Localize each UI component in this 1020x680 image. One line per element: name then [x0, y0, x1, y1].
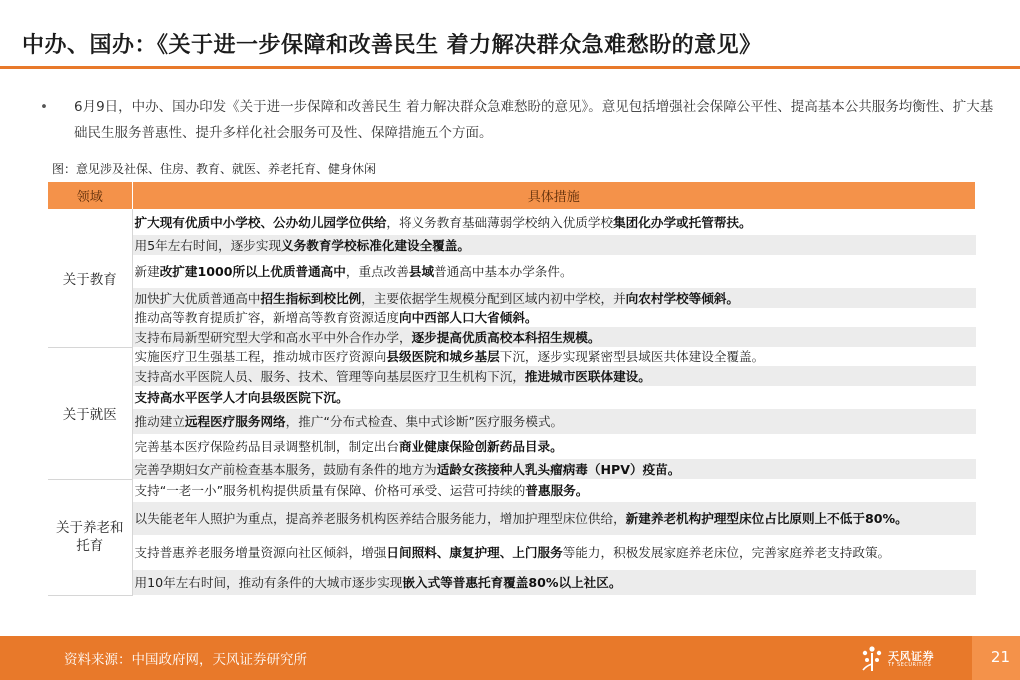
measure-cell — [132, 409, 976, 434]
emphasis-text: 逐步提高优质高校本科招生规模。 — [411, 329, 601, 345]
figure-caption: 图：意见涉及社保、住房、教育、就医、养老托育、健身休闲 — [52, 162, 377, 176]
plain-text: 用10年左右时间，推动有条件的大城市逐步实现 — [134, 575, 403, 590]
plain-text: 用5年左右时间，逐步实现 — [134, 237, 282, 253]
plain-text: 以失能老年人照护为重点，提高养老服务机构医养结合服务能力，增加护理型床位供给， — [134, 511, 626, 526]
table-row — [48, 366, 976, 386]
footer-source: 资料来源：中国政府网，天风证券研究所 — [64, 652, 307, 668]
table-row — [48, 434, 976, 459]
table-row — [48, 327, 976, 347]
plain-text: 支持布局新型研究型大学和高水平中外合作办学， — [134, 329, 412, 345]
measure-cell — [132, 535, 976, 570]
emphasis-text: 普惠服务。 — [525, 483, 589, 498]
page-number: 21 — [990, 648, 1010, 666]
plain-text: 等能力，积极发展家庭养老床位，完善家庭养老支持政策。 — [562, 545, 891, 560]
measure-cell — [132, 288, 976, 308]
plain-text: 完善孕期妇女产前检查基本服务，鼓励有条件的地方为 — [134, 461, 437, 477]
emphasis-text: 新建养老机构护理型床位占比原则上不低于80%。 — [625, 511, 908, 526]
emphasis-text: 县域 — [408, 264, 435, 279]
logo-chinese-name: 天风证券 — [888, 650, 934, 663]
measure-cell — [132, 327, 976, 347]
table-body — [48, 209, 976, 595]
header-measures: 具体措施 — [132, 182, 976, 209]
plain-text: 新建 — [134, 264, 160, 279]
table-row — [48, 409, 976, 434]
table-row — [48, 347, 976, 366]
header-area: 领域 — [48, 182, 132, 209]
table-row — [48, 235, 976, 255]
table-header-row — [48, 182, 976, 209]
measures-table — [48, 182, 976, 596]
measure-cell — [132, 502, 976, 535]
tianfeng-flower-logo-icon — [860, 644, 884, 672]
emphasis-text: 适龄女孩接种人乳头瘤病毒（HPV）疫苗。 — [436, 461, 681, 477]
plain-text: 支持普惠养老服务增量资源向社区倾斜，增强 — [134, 545, 387, 560]
emphasis-text: 县级医院和城乡基层 — [386, 349, 500, 364]
measure-cell — [132, 570, 976, 595]
table-row — [48, 209, 976, 235]
measure-cell — [132, 459, 976, 479]
emphasis-text: 招生指标到校比例 — [260, 290, 362, 306]
page-title: 中办、国办：《关于进一步保障和改善民生 着力解决群众急难愁盼的意见》 — [22, 33, 762, 58]
plain-text: 支持“一老一小”服务机构提供质量有保障、价格可承受、运营可持续的 — [134, 483, 526, 498]
table-row — [48, 386, 976, 409]
measure-cell — [132, 235, 976, 255]
logo-english-name: TF SECURITIES — [888, 662, 932, 668]
footer-bar — [0, 636, 1020, 680]
plain-text: 下沉，逐步实现紧密型县域医共体建设全覆盖。 — [499, 349, 765, 364]
plain-text: 完善基本医疗保险药品目录调整机制，制定出台 — [134, 439, 399, 454]
table-row — [48, 255, 976, 288]
table-row — [48, 570, 976, 595]
table-row — [48, 459, 976, 479]
table-row — [48, 502, 976, 535]
plain-text: ，推广“分布式检查、集中式诊断”医疗服务模式。 — [285, 414, 564, 429]
plain-text: 加快扩大优质普通高中 — [134, 290, 261, 306]
table-row — [48, 308, 976, 327]
measure-cell — [132, 479, 976, 502]
emphasis-text: 商业健康保险创新药品目录。 — [398, 439, 563, 454]
measure-cell — [132, 308, 976, 327]
emphasis-text: 集团化办学或托管帮扶。 — [613, 214, 752, 230]
company-logo — [860, 644, 960, 674]
area-cell: 关于养老和托育 — [48, 479, 132, 595]
emphasis-text: 支持高水平医学人才向县级医院下沉。 — [134, 390, 349, 405]
emphasis-text: 远程医疗服务网络 — [184, 414, 286, 429]
plain-text: 推动建立 — [134, 414, 185, 429]
measure-cell — [132, 386, 976, 409]
emphasis-text: 向中西部人口大省倾斜。 — [398, 310, 538, 325]
title-divider — [0, 66, 1020, 69]
plain-text: 实施医疗卫生强基工程，推动城市医疗资源向 — [134, 349, 387, 364]
summary-bullet — [40, 94, 995, 146]
plain-text: 支持高水平医院人员、服务、技术、管理等向基层医疗卫生机构下沉， — [134, 368, 525, 384]
plain-text: ，主要依据学生规模分配到区域内初中学校，并 — [361, 290, 626, 306]
area-cell: 关于就医 — [48, 347, 132, 479]
emphasis-text: 义务教育学校标准化建设全覆盖。 — [281, 237, 470, 253]
plain-text: ，将义务教育基础薄弱学校纳入优质学校 — [386, 214, 614, 230]
measure-cell — [132, 255, 976, 288]
table-row — [48, 288, 976, 308]
emphasis-text: 嵌入式等普惠托育覆盖80%以上社区。 — [402, 575, 622, 590]
emphasis-text: 向农村学校等倾斜。 — [625, 290, 739, 306]
plain-text: ，重点改善 — [345, 264, 409, 279]
plain-text: 普通高中基本办学条件。 — [434, 264, 573, 279]
page-number-box — [972, 636, 1020, 680]
measure-cell — [132, 347, 976, 366]
measure-cell — [132, 209, 976, 235]
emphasis-text: 推进城市医联体建设。 — [524, 368, 651, 384]
measure-cell — [132, 434, 976, 459]
bullet-dot: • — [40, 99, 48, 115]
emphasis-text: 扩大现有优质中小学校、公办幼儿园学位供给 — [134, 214, 387, 230]
emphasis-text: 改扩建1000所以上优质普通高中 — [159, 264, 346, 279]
area-cell: 关于教育 — [48, 209, 132, 347]
table-row — [48, 479, 976, 502]
table-row — [48, 535, 976, 570]
plain-text: 推动高等教育提质扩容，新增高等教育资源适度 — [134, 310, 399, 325]
emphasis-text: 日间照料、康复护理、上门服务 — [386, 545, 563, 560]
summary-text: 6月9日，中办、国办印发《关于进一步保障和改善民生 着力解决群众急难愁盼的意见》。意见包括增强社会保障公平性、提高基本公共服务均衡性、扩大基础民生服务普惠性、提升多样化社会服务可及性、保障措施五个方面。 — [74, 99, 994, 141]
measure-cell — [132, 366, 976, 386]
